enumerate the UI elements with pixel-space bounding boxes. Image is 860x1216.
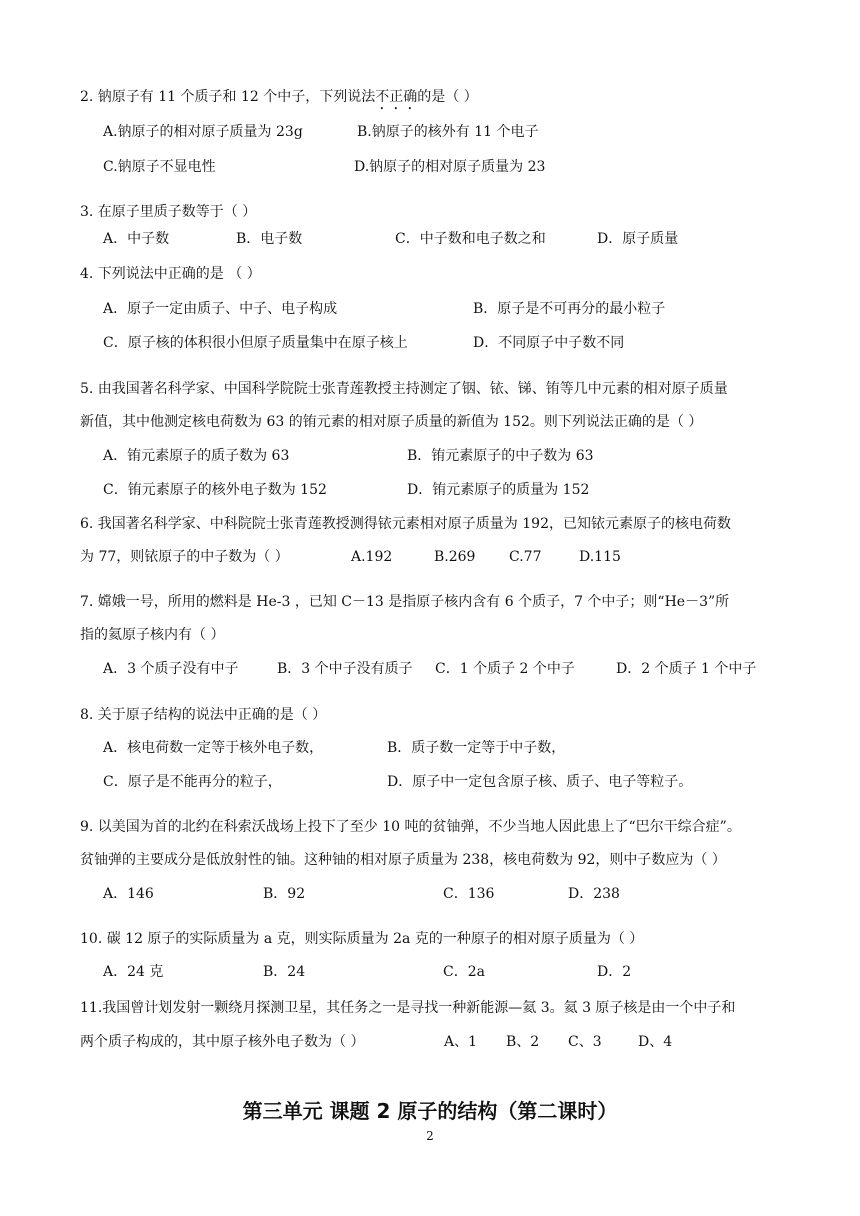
q5-stem-line1: 5. 由我国著名科学家、中国科学院院士张青莲教授主持测定了铟、铱、锑、铕等几中元素的相对原子质量	[80, 381, 728, 397]
q11-stem-line2: 两个质子构成的，其中原子核外电子数为（ ）	[80, 1034, 365, 1050]
q5-option-d: D．铕元素原子的质量为 152	[407, 482, 590, 498]
q4-option-a: A．原子一定由质子、中子、电子构成	[103, 301, 338, 317]
q8-option-d: D．原子中一定包含原子核、质子、电子等粒子。	[387, 774, 693, 790]
q11-option-a: A、1	[444, 1034, 478, 1050]
q6-option-a: A.192	[351, 549, 393, 565]
q7-option-b: B．3 个中子没有质子	[277, 661, 413, 677]
q7-option-a: A．3 个质子没有中子	[103, 661, 239, 677]
q6-stem-line2: 为 77，则铱原子的中子数为（ ）	[80, 549, 289, 565]
page-number: 2	[426, 1129, 434, 1143]
section-title: 第三单元 课题 2 原子的结构（第二课时）	[242, 1099, 618, 1123]
q9-option-c: C．136	[443, 886, 495, 902]
q10-option-c: C．2a	[443, 964, 485, 980]
q5-stem-line2: 新值，其中他测定核电荷数为 63 的铕元素的相对原子质量的新值为 152。则下列说法正确的是（ ）	[80, 414, 703, 430]
q4-option-c: C．原子核的体积很小但原子质量集中在原子核上	[103, 335, 408, 351]
q11-option-d: D、4	[638, 1034, 673, 1050]
q9-stem-line1: 9. 以美国为首的北约在科索沃战场上投下了至少 10 吨的贫铀弹，不少当地人因此患上了“巴尔干综合症”。	[80, 819, 741, 835]
q2-option-c: C.钠原子不显电性	[103, 159, 216, 175]
q11-option-b: B、2	[506, 1034, 540, 1050]
q2-stem-emphasis: 不正确	[375, 89, 418, 105]
q3-option-c: C．中子数和电子数之和	[395, 231, 546, 247]
q4-stem: 4. 下列说法中正确的是 （ ）	[80, 266, 261, 282]
q4-option-d: D．不同原子中子数不同	[473, 335, 625, 351]
q9-option-a: A．146	[103, 886, 154, 902]
q9-option-d: D．238	[568, 886, 620, 902]
q2-stem	[80, 87, 478, 113]
q5-option-c: C．铕元素原子的核外电子数为 152	[103, 482, 327, 498]
q8-option-b: B．质子数一定等于中子数，	[387, 740, 566, 756]
q6-option-b: B.269	[434, 549, 476, 565]
q3-option-b: B．电子数	[236, 231, 303, 247]
q2-option-b: B.钠原子的核外有 11 个电子	[357, 124, 539, 140]
q10-stem: 10. 碳 12 原子的实际质量为 a 克，则实际质量为 2a 克的一种原子的相对原子质量为（ ）	[80, 931, 644, 947]
q11-stem-line1: 11.我国曾计划发射一颗绕月探测卫星，其任务之一是寻找一种新能源—氦 3。氦 3 原子核是由一个中子和	[80, 1000, 736, 1016]
q7-stem-line1: 7. 嫦娥一号，所用的燃料是 He-3 ，已知 C－13 是指原子核内含有 6 个质子，7 个中子；则“He－3”所	[80, 594, 730, 610]
q3-option-d: D．原子质量	[597, 231, 679, 247]
q8-option-a: A．核电荷数一定等于核外电子数，	[103, 740, 324, 756]
q2-option-a: A.钠原子的相对原子质量为 23g	[103, 124, 303, 140]
q8-option-c: C．原子是不能再分的粒子，	[103, 774, 282, 790]
q10-option-d: D．2	[597, 964, 632, 980]
q6-stem-line1: 6. 我国著名科学家、中科院院士张青莲教授测得铱元素相对原子质量为 192，已知铱元素原子的核电荷数	[80, 516, 731, 532]
q11-option-c: C、3	[568, 1034, 602, 1050]
q9-option-b: B．92	[263, 886, 306, 902]
q7-option-c: C．1 个质子 2 个中子	[435, 661, 575, 677]
q4-option-b: B．原子是不可再分的最小粒子	[473, 301, 666, 317]
q3-stem: 3. 在原子里质子数等于（ ）	[80, 204, 257, 220]
q8-stem: 8. 关于原子结构的说法中正确的是（ ）	[80, 707, 327, 723]
q2-stem-part2: 的是（ ）	[417, 89, 478, 105]
q7-option-d: D．2 个质子 1 个中子	[616, 661, 757, 677]
q6-option-d: D.115	[579, 549, 621, 565]
q7-stem-line2: 指的氦原子核内有（ ）	[80, 627, 225, 643]
q3-option-a: A．中子数	[103, 231, 170, 247]
q6-option-c: C.77	[509, 549, 542, 565]
q2-stem-part1: 2. 钠原子有 11 个质子和 12 个中子，下列说法	[80, 89, 376, 105]
q2-option-d: D.钠原子的相对原子质量为 23	[354, 159, 546, 175]
q10-option-a: A．24 克	[103, 964, 164, 980]
q5-option-b: B．铕元素原子的中子数为 63	[407, 448, 594, 464]
q5-option-a: A．铕元素原子的质子数为 63	[103, 448, 290, 464]
q10-option-b: B．24	[263, 964, 306, 980]
q9-stem-line2: 贫铀弹的主要成分是低放射性的铀。这种铀的相对原子质量为 238，核电荷数为 92，则中子数应为（ ）	[80, 852, 726, 868]
